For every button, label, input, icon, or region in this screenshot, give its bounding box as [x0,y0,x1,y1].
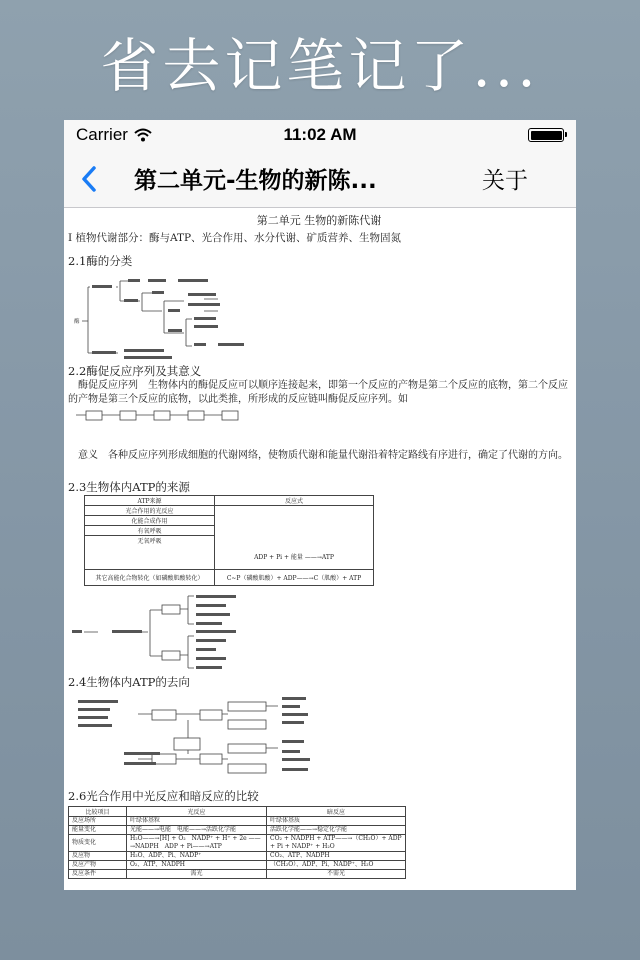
phone-screen [64,120,576,890]
table-cell: 其它高能化合物转化（如磷酸肌酸转化） [85,570,215,586]
svg-text:酶: 酶 [74,319,80,325]
navigation-bar [64,150,576,208]
table-cell: 无氧呼吸 [85,536,215,570]
table-cell: 反应产物 [69,861,127,870]
back-button[interactable] [64,150,114,208]
table-cell: C~P（磷酸肌酸）+ ADP——→C（肌酸）+ ATP [215,570,374,586]
promo-headline: 省去记笔记了... [100,32,540,100]
reaction-sequence-diagram [68,409,328,423]
doc-subtitle: Ⅰ 植物代谢部分：酶与ATP、光合作用、水分代谢、矿质营养、生物固氮 [68,232,402,244]
carrier-label: Carrier [76,125,128,144]
table-cell: CO₂、ATP、NADPH [267,852,406,861]
table-cell: O₂、ATP、NADPH [127,861,267,870]
section-heading: 2.1酶的分类 [68,254,133,268]
table-cell: 物质变化 [69,835,127,852]
battery-level [531,131,562,140]
table-row [69,870,406,879]
table-header: ATP来源 [85,496,215,506]
table-cell: CO₂ + NADPH + ATP——→（CH₂O）+ ADP + Pi + NADP⁺ + H₂O [267,835,406,852]
wifi-icon [134,128,152,142]
section-heading: 2.2酶促反应序列及其意义 [68,364,202,378]
about-button[interactable]: 关于 [482,168,528,194]
table-header: 比较项目 [69,807,127,817]
table-cell [215,506,374,570]
table-cell: 需光 [127,870,267,879]
section-heading: 2.6光合作用中光反应和暗反应的比较 [68,789,259,803]
table-cell: 光能——→电能 电能——→活跃化学能 [127,826,267,835]
paragraph: 酶促反应序列 生物体内的酶促反应可以顺序连接起来，即第一个反应的产物是第二个反应的底物，第二个反应的产物是第三个反应的底物，以此类推，所形成的反应链叫酶促反应序列。如 [68,380,568,405]
table-header: 反应式 [215,496,374,506]
atp-source-table [84,495,374,586]
table-row [69,817,406,826]
table-cell: 有氧呼吸 [85,526,215,536]
nav-title: 第二单元-生物的新陈... [134,168,377,194]
light-dark-reaction-table [68,806,406,879]
section-heading: 2.3生物体内ATP的来源 [68,480,190,494]
table-cell: （CH₂O）、ADP、Pi、NADP⁺、H₂O [267,861,406,870]
table-cell: H₂O——→[H] + O₂ NADP⁺ + H⁺ + 2e ——→NADPH ADP + Pi——→ATP [127,835,267,852]
enzyme-classification-diagram [68,271,288,361]
status-bar [64,120,576,150]
atp-formula: ADP + Pi + 能量 ——→ATP [254,554,334,561]
table-cell: 光合作用的光反应 [85,506,215,516]
table-cell: H₂O、ADP、Pi、NADP⁺ [127,852,267,861]
table-row [69,826,406,835]
table-cell: 不需光 [267,870,406,879]
status-time: 11:02 AM [283,125,357,144]
table-cell: 化能合成作用 [85,516,215,526]
table-cell: 叶绿体基质 [267,817,406,826]
table-header: 暗反应 [267,807,406,817]
table-row [69,861,406,870]
atp-hydrolysis-diagram [68,592,268,672]
chevron-left-icon [81,165,97,193]
table-row [69,852,406,861]
table-cell: 反应物 [69,852,127,861]
table-cell: 活跃化学能——→稳定化学能 [267,826,406,835]
table-row [69,835,406,852]
table-cell: 反应条件 [69,870,127,879]
table-cell: 反应场所 [69,817,127,826]
table-cell: 能量变化 [69,826,127,835]
table-cell: 叶绿体基粒 [127,817,267,826]
paragraph: 意义 各种反应序列形成细胞的代谢网络，使物质代谢和能量代谢沿着特定路线有序进行，确定了代谢的方向。 [68,450,568,461]
doc-title: 第二单元 生物的新陈代谢 [256,214,382,227]
section-heading: 2.4生物体内ATP的去向 [68,675,190,689]
battery-icon [528,128,564,142]
document-content [64,208,576,879]
atp-destination-diagram [68,692,368,782]
table-header: 光反应 [127,807,267,817]
